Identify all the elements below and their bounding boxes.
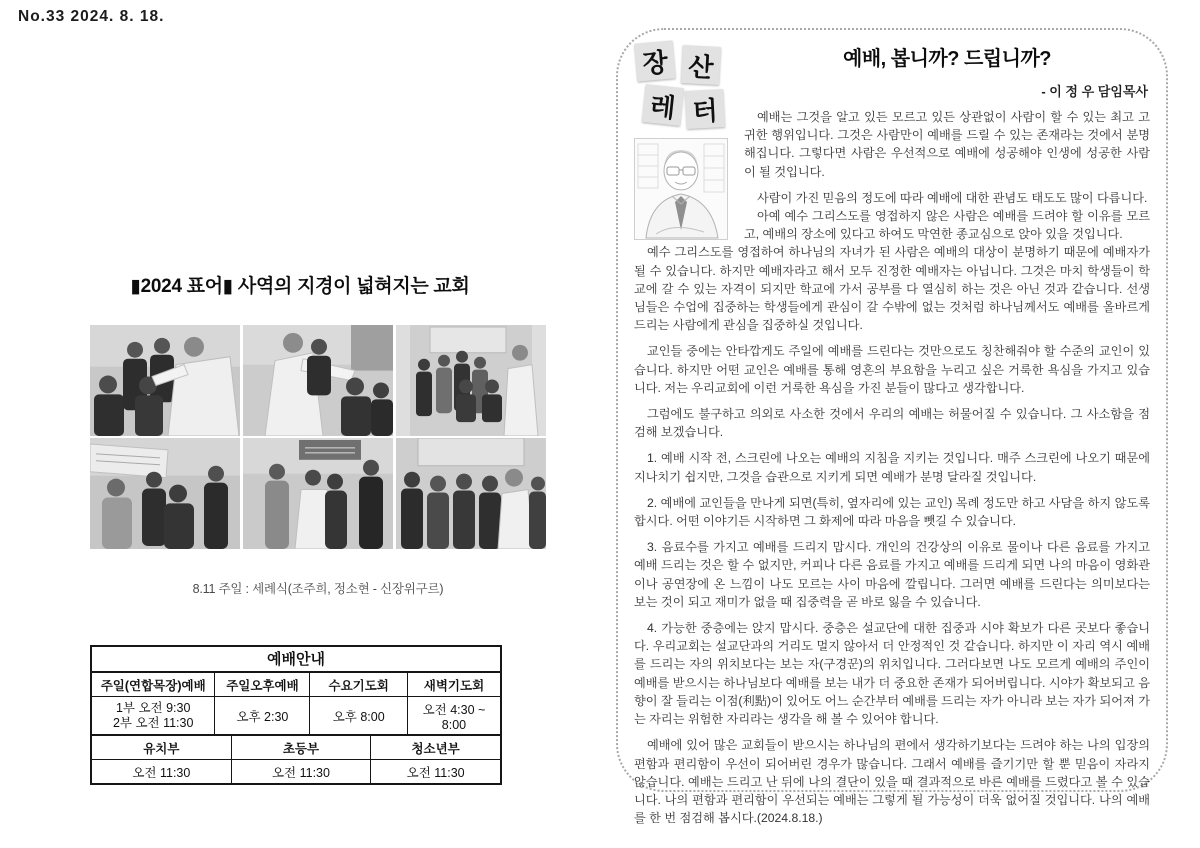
letter-title: 예배, 봅니까? 드립니까? xyxy=(843,48,1051,70)
worship-table-title: 예배안내 xyxy=(267,651,325,668)
header-youth: 청소년부 xyxy=(370,736,500,759)
baptism-photo-6 xyxy=(396,438,546,549)
logo-tile: 터 xyxy=(685,89,725,129)
letter-paragraph: 3. 음료수를 가지고 예배를 드리지 맙시다. 개인의 건강상의 이유로 물이나 다른 음료를 가지고 예배 드리는 것은 할 수 없지만, 커피나 다른 음료를 가지고 예배를 드리게 되면 나의 마음이 영화관이나 공연장에 온 느낌이 나도 모르는 사이 마음에 깔립니다. 그러면 예배를 드린다는 의미보다는 보는 것이 되고 재미가 없을 때 집중력을 곧 바로 잃을 수 있습니다. xyxy=(634,540,1150,609)
letter-paragraph: 1. 예배 시작 전, 스크린에 나오는 예배의 지침을 지키는 것입니다. 매주 스크린에 나오기 때문에 지나치기 쉽지만, 그것을 습관으로 지키게 되면 예배가 분명 달라질 것입니다. xyxy=(634,451,1150,484)
value-sunday-afternoon: 오후 2:30 xyxy=(214,697,309,734)
worship-table-header-row xyxy=(92,671,500,696)
letter-media-column xyxy=(634,42,734,240)
baptism-photo-3 xyxy=(396,325,546,436)
logo-tile: 산 xyxy=(681,45,721,85)
letter-paragraph: 2. 예배에 교인들을 만나게 되면(특히, 옆자리에 있는 교인) 목례 정도만 하고 사담을 하지 않도록 합시다. 어떤 이야기든 시작하면 그 화제에 따라 마음을 뺏길 수 있습니다. xyxy=(634,495,1150,529)
letter-paragraph: 사람이 가진 믿음의 정도에 따라 예배에 대한 관념도 태도도 많이 다릅니다. xyxy=(757,190,1148,205)
header-kindergarten: 유치부 xyxy=(143,741,180,756)
value-wednesday-prayer: 오후 8:00 xyxy=(309,697,407,734)
issue-number: No.33 2024. 8. 18. xyxy=(18,8,165,25)
letter-paragraph: 그럼에도 불구하고 의외로 사소한 것에서 우리의 예배는 허물어질 수 있습니다. 그 사소함을 점검해 보겠습니다. xyxy=(634,407,1150,440)
header-dawn-prayer: 새벽기도회 xyxy=(407,673,500,696)
worship-schedule-table xyxy=(90,645,502,785)
pastor-portrait-sketch xyxy=(634,138,728,240)
baptism-photo-2 xyxy=(243,325,393,436)
letter-paragraph: 아예 예수 그리스도를 영접하지 않은 사람은 예배를 드려야 할 이유를 모르고, 예배의 장소에 있다고 하여도 막연한 종교심으로 앉아 있을 것입니다. xyxy=(744,209,1150,242)
photo-collage xyxy=(90,325,546,549)
pastor-letter-panel xyxy=(616,28,1168,826)
header-sunday-afternoon: 주일오후예배 xyxy=(214,673,309,696)
jangsan-letter-logo xyxy=(634,42,734,130)
departments-header-row xyxy=(92,734,500,759)
letter-paragraph: 예수 그리스도를 영접하여 하나님의 자녀가 된 사람은 예배의 대상이 분명하기 때문에 예배자가 될 수 있습니다. 하지만 예배자라고 해서 모두 진정한 예배자는 아닙니다. 그것은 마치 학생들이 학교에 갈 수 있는 자격이 되지만 학교에 가서 공부를 다 열심히 하는 것은 아닌 것과 같습니다. 선생님들은 수업에 집중하는 학생들에게 관심이 갈 수밖에 없는 것처럼 하나님께서도 예배를 올바르게 드리는 사람에게 관심을 집중하실 것입니다. xyxy=(634,245,1150,333)
baptism-photo-1 xyxy=(90,325,240,436)
header-wednesday-prayer: 수요기도회 xyxy=(309,673,407,696)
baptism-photo-5 xyxy=(243,438,393,549)
worship-table-value-row xyxy=(92,696,500,734)
value-dawn-prayer: 오전 4:30 ~ 8:00 xyxy=(407,697,500,734)
letter-paragraph: 4. 가능한 중층에는 앉지 맙시다. 중층은 설교단에 대한 집중과 시야 확보가 다른 곳보다 좋습니다. 우리교회는 설교단과의 거리도 멀지 않아서 더 안정적인 것 같습니다. 하지만 이 자리 역시 예배를 드리는 자의 위치보다는 보는 자(구경꾼)의 위치입니다. 그러다보면 나도 모르게 예배의 주인이 예배를 받으시는 하나님보다 예배를 보는 내가 더 중요한 존재가 되어버립니다. 시야가 확보되고 음향이 잘 들리는 이점(利點)이 있어도 어느 순간부터 예배를 드리는 자가 아니라 보는 자가 되어져 가는 자리는 위험한 자리라는 생각을 해 볼 수 있어야 합니다. xyxy=(634,621,1150,727)
slogan-title: ▮2024 표어▮ 사역의 지경이 넓혀지는 교회 xyxy=(130,276,470,297)
header-elementary: 초등부 xyxy=(231,736,371,759)
sunday-second-service: 2부 오전 11:30 xyxy=(112,715,194,730)
photo-caption: 8.11 주일 : 세례식(조주희, 정소현 - 신장위구르) xyxy=(192,582,444,596)
departments-value-row xyxy=(92,759,500,783)
header-sunday-service: 주일(연합목장)예배 xyxy=(100,678,206,693)
baptism-photo-4 xyxy=(90,438,240,549)
logo-tile: 장 xyxy=(634,40,675,81)
letter-paragraph: 교인들 중에는 안타깝게도 주일에 예배를 드린다는 것만으로도 칭찬해줘야 할 수준의 교인이 있습니다. 하지만 어떤 교인은 예배를 통해 영혼의 부요함을 누리고 싶은 거룩한 욕심을 가지고 있습니다. 저는 우리교회에 이런 거룩한 욕심을 가진 분들이 많다고 생각합니다. xyxy=(634,344,1150,395)
value-elementary: 오전 11:30 xyxy=(231,760,371,783)
logo-tile: 레 xyxy=(642,84,684,126)
value-youth: 오전 11:30 xyxy=(370,760,500,783)
letter-paragraph: 예배에 있어 많은 교회들이 받으시는 하나님의 편에서 생각하기보다는 드려야 하는 나의 입장의 편함과 편리함이 우선이 되어버린 경우가 많습니다. 그래서 예배를 즐기기만 할 뿐 믿음이 자라지 않습니다. 예배는 드리고 난 뒤에 나의 결단이 있을 때 결과적으로 바른 예배를 드렸다고 볼 수 있습니다. 나의 편함과 편리함이 우선되는 예배는 그렇게 될 가능성이 더욱 없어질 것입니다. 나의 예배를 한 번 점검해 봅시다.(2024.8.18.) xyxy=(634,738,1150,826)
letter-paragraph: 예배는 그것을 알고 있든 모르고 있든 상관없이 사람이 할 수 있는 최고 고귀한 행위입니다. 그것은 사람만이 예배를 드릴 수 있는 존재라는 것에서 분명해집니다. 그렇다면 사람은 우선적으로 예배에 성공해야 인생에 성공한 사람이 될 것입니다. xyxy=(744,110,1150,179)
letter-byline: - 이 정 우 담임목사 xyxy=(1041,84,1148,99)
sunday-first-service: 1부 오전 9:30 xyxy=(115,700,191,715)
value-kindergarten: 오전 11:30 xyxy=(132,765,191,780)
value-sunday-service xyxy=(92,697,214,734)
